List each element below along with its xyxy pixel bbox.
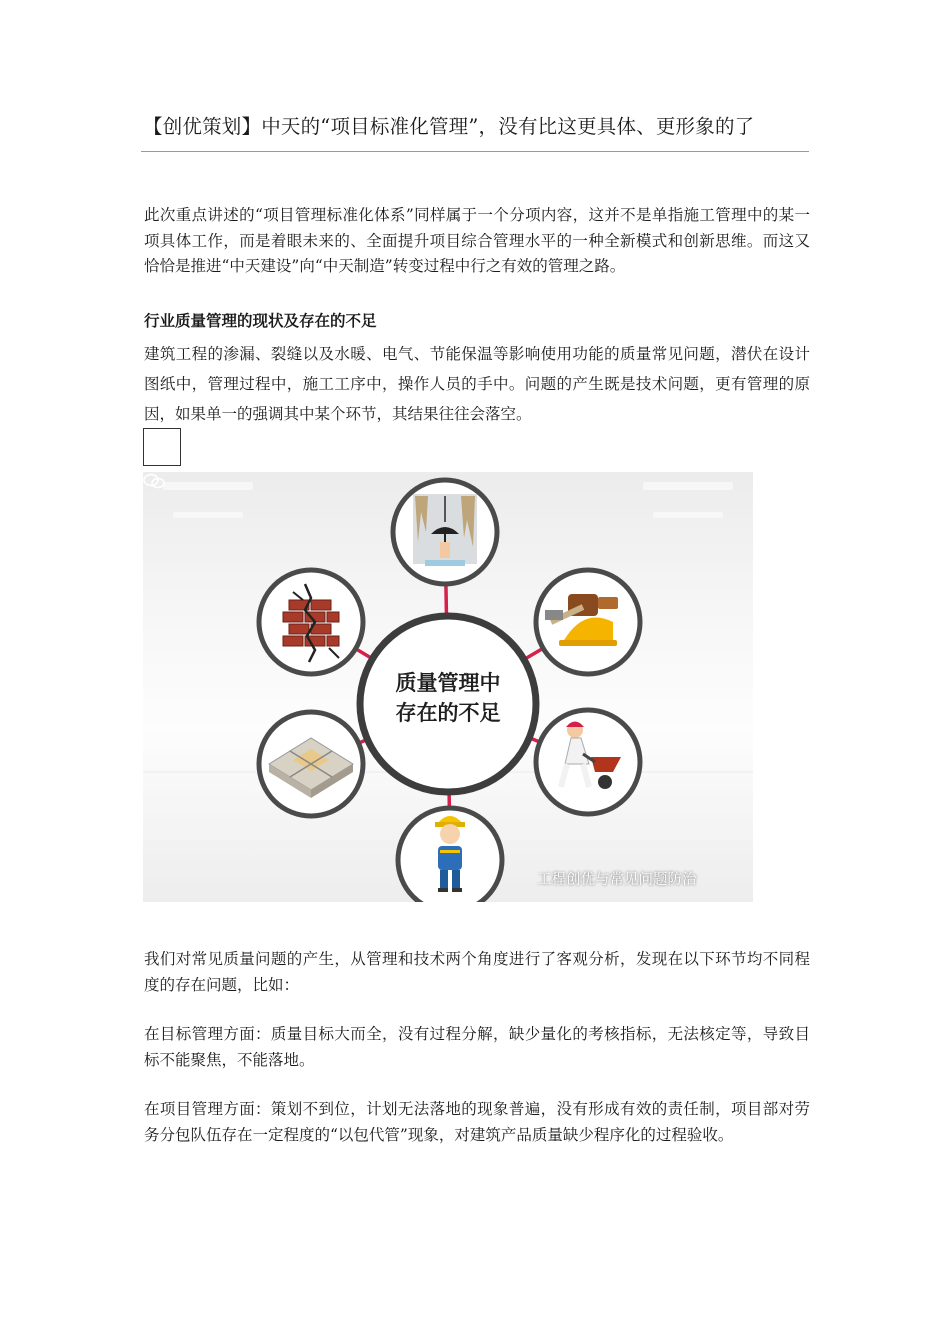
image-placeholder-box — [143, 428, 181, 466]
target-management-paragraph: 在目标管理方面：质量目标大而全，没有过程分解，缺少量化的考核指标，无法核定等，导致目标不能聚焦，不能落地。 — [144, 1025, 810, 1069]
article-title: 【创优策划】中天的“项目标准化管理”，没有比这更具体、更形象的了 — [143, 115, 755, 138]
center-label-line1: 质量管理中 — [395, 671, 501, 695]
wechat-icon — [143, 472, 165, 490]
leaking-ceiling-icon — [413, 494, 477, 566]
quality-management-figure — [143, 472, 753, 902]
section-heading: 行业质量管理的现状及存在的不足 — [144, 312, 377, 330]
center-label-line2: 存在的不足 — [395, 701, 501, 725]
intro-paragraph: 此次重点讲述的“项目管理标准化体系”同样属于一个分项内容，这并不是单指施工管理中的某一项具体工作，而是着眼未来的、全面提升项目综合管理水平的一种全新模式和创新思维。而这又恰恰是推进“中天建设”向“中天制造”转变过程中行之有效的管理之路。 — [144, 206, 810, 275]
figure-watermark: 工程创优与常见问题防治 — [537, 872, 697, 888]
figure-center-label — [354, 668, 542, 728]
analysis-paragraph: 我们对常见质量问题的产生，从管理和技术两个角度进行了客观分析，发现在以下环节均不同程度的存在问题，比如： — [144, 950, 810, 994]
title-divider — [141, 151, 809, 152]
project-management-paragraph: 在项目管理方面：策划不到位，计划无法落地的现象普遍，没有形成有效的责任制，项目部对劳务分包队伍存在一定程度的“以包代管”现象，对建筑产品质量缺少程序化的过程验收。 — [144, 1100, 810, 1144]
section-body-paragraph: 建筑工程的渗漏、裂缝以及水暖、电气、节能保温等影响使用功能的质量常见问题，潜伏在设计图纸中，管理过程中，施工工序中，操作人员的手中。问题的产生既是技术问题，更有管理的原因，如果单一的强调其中某个环节，其结果往往会落空。 — [144, 345, 810, 423]
